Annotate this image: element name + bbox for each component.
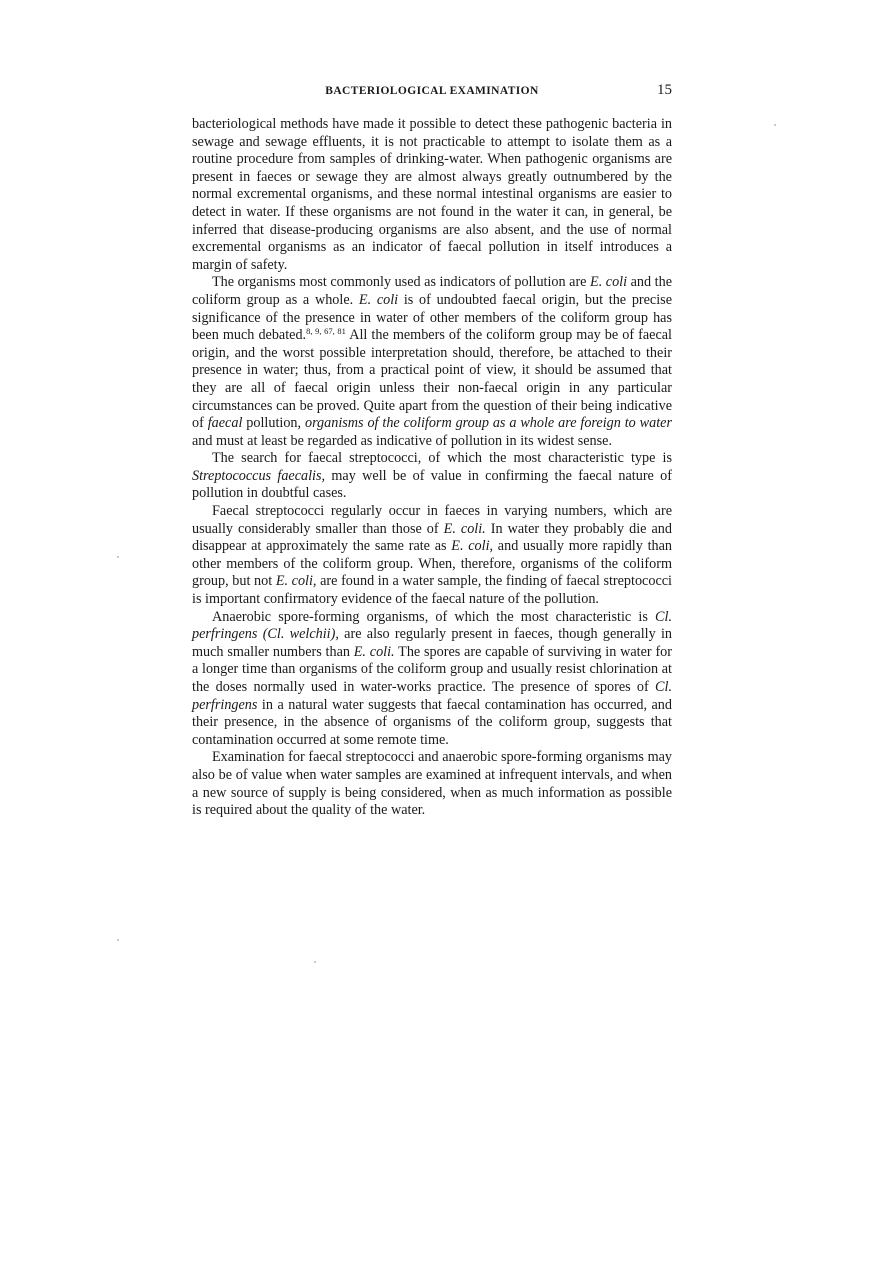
emphasis: organisms of the coliform group as a whole are foreign to water bbox=[304, 415, 672, 432]
text-run: is of undoubted faecal origin, but the precise significance of the presence in water of other members of the coliform group has been much debated. bbox=[192, 291, 672, 344]
organism-name: E. coli, bbox=[275, 573, 317, 590]
organism-name: E. coli bbox=[590, 274, 628, 291]
organism-name: E. coli. bbox=[353, 643, 395, 660]
paragraph-2 bbox=[192, 274, 672, 450]
scan-speck bbox=[314, 961, 316, 963]
paragraph-6: Examination for faecal streptococci and anaerobic spore-forming organisms may also be of value when water samples are examined at infrequent intervals, and when a new source of supply is being considered, when as much information as possible is required about the quality of the water. bbox=[192, 749, 672, 819]
text-run: The spores are capable of surviving in water for a longer time than organisms of the coliform group and usually resist chlorination at the doses normally used in water-works practice. The presence of spores of bbox=[192, 643, 672, 695]
page-number: 15 bbox=[657, 82, 672, 98]
paragraph-3 bbox=[192, 450, 672, 503]
text-run: and the coliform group as a whole. bbox=[192, 274, 672, 308]
organism-name: Cl. perfringens bbox=[192, 679, 672, 713]
text-run: and must at least be regarded as indicative of pollution in its widest sense. bbox=[192, 432, 613, 449]
text-run: Faecal streptococci regularly occur in faeces in varying numbers, which are usually considerably smaller than those of bbox=[192, 503, 672, 537]
text-run: The search for faecal streptococci, of which the most characteristic type is bbox=[212, 450, 672, 467]
text-run: in a natural water suggests that faecal contamination has occurred, and their presence, in the absence of organisms of the coliform group, suggests that contamination occurred at some remote time. bbox=[192, 696, 672, 748]
running-head bbox=[192, 82, 672, 102]
organism-name: E. coli. bbox=[443, 520, 486, 537]
text-run: In water they probably die and disappear at approximately the same rate as bbox=[192, 520, 672, 555]
paragraph-4 bbox=[192, 503, 672, 609]
organism-name: E. coli, bbox=[451, 538, 494, 555]
body-text bbox=[192, 116, 672, 820]
paragraph-1: bacteriological methods have made it possible to detect these pathogenic bacteria in sewage and sewage effluents, it is not practicable to attempt to isolate them as a routine procedure from samples of drinking-water. When pathogenic organisms are present in faeces or sewage they are almost always greatly outnumbered by the normal excremental organisms, and these normal intestinal organisms are easier to detect in water. If these organisms are not found in the water it can, in general, be inferred that disease-producing organisms are also absent, and the use of normal excremental organisms as an indicator of faecal pollution in itself introduces a margin of safety. bbox=[192, 116, 672, 273]
text-run: are found in a water sample, the finding of faecal streptococci is important confirmatory evidence of the faecal nature of the pollution. bbox=[192, 573, 672, 608]
scan-speck bbox=[117, 556, 119, 558]
scan-speck bbox=[774, 124, 776, 126]
text-run: are also regularly present in faeces, though generally in much smaller numbers than bbox=[192, 626, 673, 660]
running-title: BACTERIOLOGICAL EXAMINATION bbox=[325, 85, 539, 97]
organism-name: Cl. perfringens (Cl. welchii), bbox=[192, 608, 672, 643]
organism-name: Streptococcus faecalis, bbox=[192, 467, 326, 484]
text-run: and usually more rapidly than other members of the coliform group. When, therefore, organisms of the coliform group, but not bbox=[192, 538, 672, 590]
text-run: The organisms most commonly used as indicators of pollution are bbox=[212, 274, 591, 291]
text-run: Anaerobic spore-forming organisms, of which the most characteristic is bbox=[212, 608, 656, 625]
text-run: may well be of value in confirming the faecal nature of pollution in doubtful cases. bbox=[192, 467, 672, 502]
text-run: pollution, bbox=[242, 415, 305, 432]
organism-name: E. coli bbox=[358, 291, 399, 308]
text-run: All the members of the coliform group may be of faecal origin, and the worst possible interpretation should, therefore, be attached to their presence in water; thus, from a practical point of view, it should be assumed that they are all of faecal origin unless their non-faecal origin in any particular circumstances can be proved. Quite apart from the question of their being indicative of bbox=[192, 327, 672, 432]
paragraph-5 bbox=[192, 609, 672, 750]
emphasis: faecal bbox=[207, 415, 243, 432]
reference-superscript: 8, 9, 67, 81 bbox=[306, 326, 346, 337]
scan-speck bbox=[117, 939, 119, 941]
